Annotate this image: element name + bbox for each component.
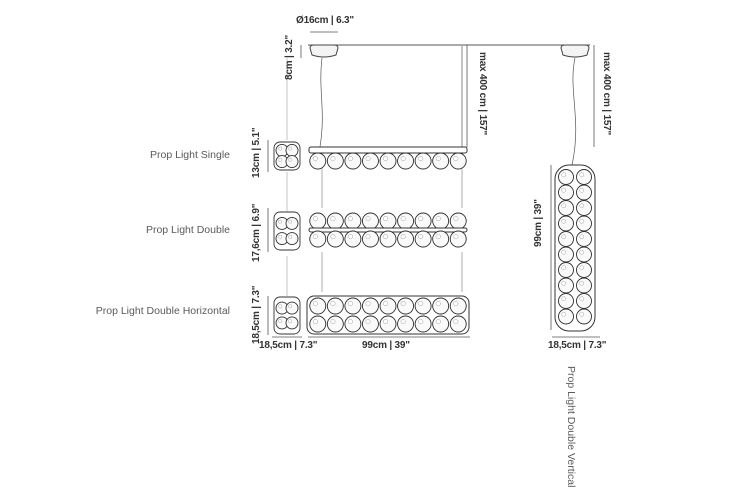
- glass-sphere: [286, 317, 298, 329]
- glass-sphere: [398, 213, 414, 229]
- glass-sphere: [433, 213, 449, 229]
- glass-sphere: [286, 156, 298, 168]
- fixture-double-vertical: [555, 165, 595, 331]
- label-prop-light-double-vertical: Prop Light Double Vertical: [565, 366, 577, 488]
- glass-sphere: [559, 263, 574, 278]
- fixture-single: [309, 147, 467, 169]
- dim-canopy-diameter: Ø16cm | 6.3": [296, 15, 354, 26]
- glass-sphere: [380, 153, 396, 169]
- dim-side-width: 18,5cm | 7.3": [259, 340, 318, 351]
- glass-sphere: [577, 216, 592, 231]
- glass-sphere: [577, 170, 592, 185]
- label-prop-light-single: Prop Light Single: [150, 149, 230, 161]
- dim-max-cable-vertical: max 400 cm | 157": [601, 52, 612, 136]
- glass-sphere: [327, 316, 343, 332]
- glass-sphere: [345, 231, 361, 247]
- dim-single-height: 13cm | 5.1": [251, 127, 262, 178]
- glass-sphere: [362, 298, 378, 314]
- cable-vertical: [572, 58, 576, 165]
- glass-sphere: [415, 213, 431, 229]
- glass-sphere: [345, 153, 361, 169]
- glass-sphere: [362, 316, 378, 332]
- dim-double-height: 17,6cm | 6.9": [251, 203, 262, 262]
- dim-vertical-length: 99cm | 39": [533, 199, 544, 247]
- glass-sphere: [310, 231, 326, 247]
- glass-sphere: [345, 298, 361, 314]
- canopy-left: [310, 45, 338, 57]
- glass-sphere: [327, 213, 343, 229]
- glass-sphere: [577, 185, 592, 200]
- glass-sphere: [380, 298, 396, 314]
- glass-sphere: [450, 153, 466, 169]
- glass-sphere: [327, 153, 343, 169]
- glass-sphere: [398, 298, 414, 314]
- glass-sphere: [310, 153, 326, 169]
- glass-sphere: [380, 316, 396, 332]
- label-prop-light-double-horizontal: Prop Light Double Horizontal: [95, 305, 230, 317]
- glass-sphere: [559, 247, 574, 262]
- glass-sphere: [415, 298, 431, 314]
- glass-sphere: [345, 316, 361, 332]
- glass-sphere: [559, 232, 574, 247]
- glass-sphere: [310, 316, 326, 332]
- glass-sphere: [577, 201, 592, 216]
- glass-sphere: [577, 263, 592, 278]
- glass-sphere: [577, 294, 592, 309]
- glass-sphere: [362, 231, 378, 247]
- glass-sphere: [433, 231, 449, 247]
- glass-sphere: [450, 316, 466, 332]
- side-view-double: [274, 212, 300, 250]
- glass-sphere: [433, 153, 449, 169]
- glass-sphere: [559, 185, 574, 200]
- glass-sphere: [577, 232, 592, 247]
- cable-single-1: [320, 58, 322, 147]
- glass-sphere: [362, 153, 378, 169]
- glass-sphere: [398, 153, 414, 169]
- glass-sphere: [433, 298, 449, 314]
- fixture-double: [309, 213, 467, 247]
- glass-sphere: [559, 216, 574, 231]
- glass-sphere: [398, 316, 414, 332]
- glass-sphere: [327, 231, 343, 247]
- glass-sphere: [380, 213, 396, 229]
- glass-sphere: [327, 298, 343, 314]
- glass-sphere: [310, 298, 326, 314]
- glass-sphere: [362, 213, 378, 229]
- glass-sphere: [559, 278, 574, 293]
- glass-sphere: [577, 247, 592, 262]
- glass-sphere: [559, 170, 574, 185]
- dim-vertical-width: 18,5cm | 7.3": [548, 340, 607, 351]
- glass-sphere: [286, 233, 298, 245]
- glass-sphere: [577, 278, 592, 293]
- glass-sphere: [433, 316, 449, 332]
- glass-sphere: [559, 201, 574, 216]
- label-prop-light-double: Prop Light Double: [145, 224, 230, 236]
- side-view-horizontal: [274, 297, 300, 334]
- glass-sphere: [450, 298, 466, 314]
- glass-sphere: [310, 213, 326, 229]
- glass-sphere: [577, 309, 592, 324]
- glass-sphere: [286, 302, 298, 314]
- glass-sphere: [559, 309, 574, 324]
- glass-sphere: [286, 217, 298, 229]
- glass-sphere: [415, 231, 431, 247]
- dim-canopy-height: 8cm | 3.2": [284, 34, 295, 80]
- glass-sphere: [415, 316, 431, 332]
- dim-length: 99cm | 39": [362, 340, 410, 351]
- glass-sphere: [345, 213, 361, 229]
- fixture-double-horizontal: [307, 296, 469, 334]
- dim-max-cable: max 400 cm | 157": [477, 52, 488, 136]
- glass-sphere: [450, 231, 466, 247]
- glass-sphere: [450, 213, 466, 229]
- side-view-single: [274, 142, 300, 170]
- glass-sphere: [398, 231, 414, 247]
- glass-sphere: [286, 144, 298, 156]
- canopy-right: [561, 45, 589, 57]
- glass-sphere: [380, 231, 396, 247]
- dim-horizontal-height: 18,5cm | 7.3": [251, 285, 262, 344]
- glass-sphere: [559, 294, 574, 309]
- glass-sphere: [415, 153, 431, 169]
